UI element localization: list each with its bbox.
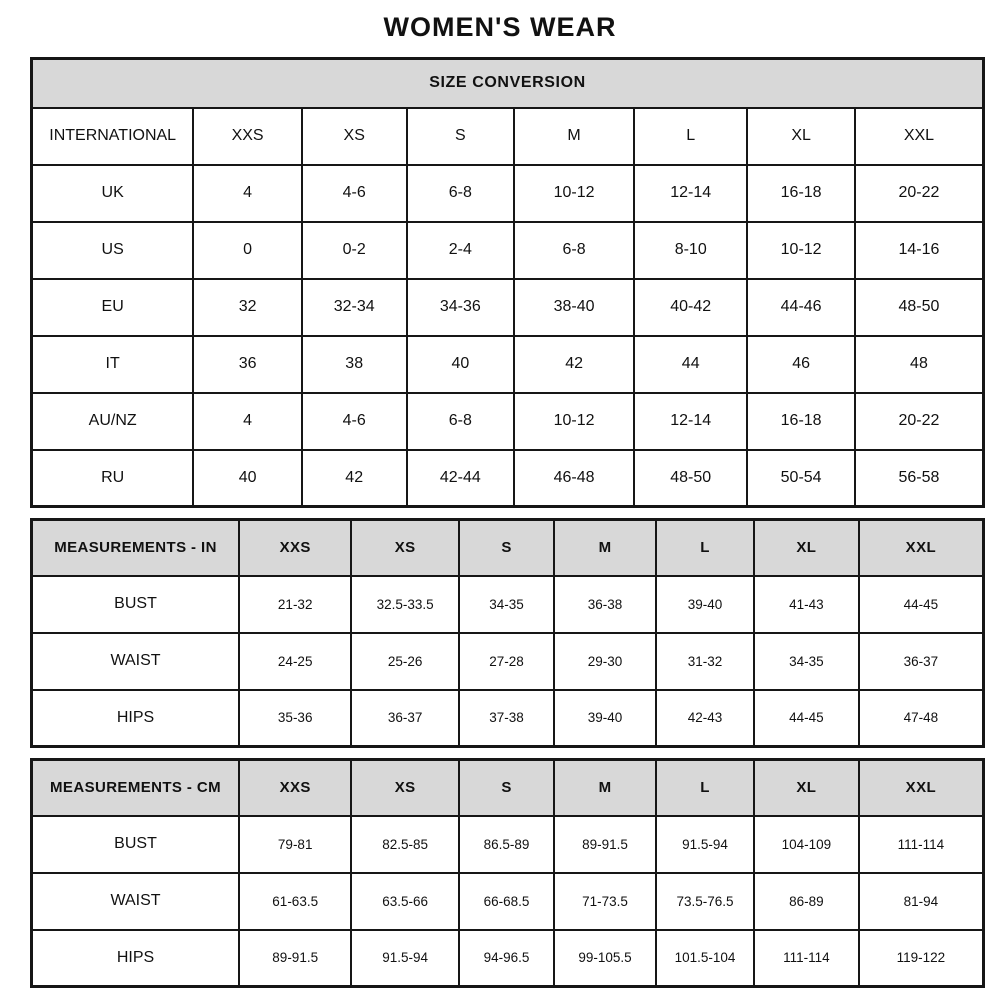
col-header-xxl: XXL bbox=[859, 520, 984, 576]
table-row bbox=[32, 59, 984, 108]
size-cell: 38 bbox=[302, 336, 407, 393]
size-cell: 10-12 bbox=[747, 222, 855, 279]
col-header-xl: XL bbox=[747, 108, 855, 165]
size-cell: 4-6 bbox=[302, 165, 407, 222]
row-label: IT bbox=[32, 336, 194, 393]
row-label: HIPS bbox=[32, 690, 240, 747]
table-row bbox=[32, 520, 984, 576]
row-label: HIPS bbox=[32, 930, 240, 987]
col-header-xs: XS bbox=[351, 760, 459, 816]
measure-cell: 73.5-76.5 bbox=[656, 873, 754, 930]
measure-cell: 91.5-94 bbox=[656, 816, 754, 873]
size-cell: 4-6 bbox=[302, 393, 407, 450]
measure-cell: 104-109 bbox=[754, 816, 859, 873]
measure-cell: 36-37 bbox=[859, 633, 984, 690]
measure-cell: 39-40 bbox=[554, 690, 656, 747]
measure-cell: 29-30 bbox=[554, 633, 656, 690]
size-cell: 6-8 bbox=[407, 393, 515, 450]
row-label: BUST bbox=[32, 576, 240, 633]
measure-cell: 27-28 bbox=[459, 633, 554, 690]
col-header-s: S bbox=[459, 760, 554, 816]
size-cell: 48-50 bbox=[855, 279, 984, 336]
page-title: WOMEN'S WEAR bbox=[383, 12, 617, 42]
table-gap bbox=[0, 508, 1000, 518]
table-row-bust-cm bbox=[32, 816, 984, 873]
measure-cell: 34-35 bbox=[754, 633, 859, 690]
measure-cell: 101.5-104 bbox=[656, 930, 754, 987]
table-row-aunz bbox=[32, 393, 984, 450]
size-cell: 4 bbox=[193, 165, 302, 222]
size-cell: 40 bbox=[193, 450, 302, 507]
col-header-m: M bbox=[554, 520, 656, 576]
size-cell: 32 bbox=[193, 279, 302, 336]
table-gap bbox=[0, 748, 1000, 758]
table-row-hips-cm bbox=[32, 930, 984, 987]
measure-cell: 42-43 bbox=[656, 690, 754, 747]
row-label: US bbox=[32, 222, 194, 279]
table-row-ru bbox=[32, 450, 984, 507]
row-label: WAIST bbox=[32, 633, 240, 690]
table-row-waist-in bbox=[32, 633, 984, 690]
measurements-cm-table bbox=[30, 758, 985, 988]
measure-cell: 44-45 bbox=[859, 576, 984, 633]
col-header-s: S bbox=[407, 108, 515, 165]
col-header-xxs: XXS bbox=[193, 108, 302, 165]
size-cell: 2-4 bbox=[407, 222, 515, 279]
col-header-xs: XS bbox=[302, 108, 407, 165]
col-header-m: M bbox=[554, 760, 656, 816]
measure-cell: 111-114 bbox=[859, 816, 984, 873]
size-cell: 44-46 bbox=[747, 279, 855, 336]
col-header-l: L bbox=[634, 108, 747, 165]
measure-cell: 71-73.5 bbox=[554, 873, 656, 930]
measurements-cm-title: MEASUREMENTS - CM bbox=[32, 760, 240, 816]
size-cell: 50-54 bbox=[747, 450, 855, 507]
size-cell: 0 bbox=[193, 222, 302, 279]
size-cell: 48 bbox=[855, 336, 984, 393]
size-cell: 10-12 bbox=[514, 393, 634, 450]
measurements-in-table bbox=[30, 518, 985, 748]
measure-cell: 63.5-66 bbox=[351, 873, 459, 930]
row-label: BUST bbox=[32, 816, 240, 873]
measure-cell: 89-91.5 bbox=[554, 816, 656, 873]
col-header-xxl: XXL bbox=[855, 108, 984, 165]
col-header-xxl: XXL bbox=[859, 760, 984, 816]
measure-cell: 82.5-85 bbox=[351, 816, 459, 873]
measure-cell: 36-38 bbox=[554, 576, 656, 633]
measure-cell: 86-89 bbox=[754, 873, 859, 930]
size-cell: 44 bbox=[634, 336, 747, 393]
table-row-waist-cm bbox=[32, 873, 984, 930]
col-header-xxs: XXS bbox=[239, 520, 351, 576]
size-cell: 42-44 bbox=[407, 450, 515, 507]
size-cell: 20-22 bbox=[855, 165, 984, 222]
table-row bbox=[32, 108, 984, 165]
col-header-xl: XL bbox=[754, 520, 859, 576]
table-row-hips-in bbox=[32, 690, 984, 747]
size-cell: 42 bbox=[514, 336, 634, 393]
size-cell: 10-12 bbox=[514, 165, 634, 222]
size-cell: 12-14 bbox=[634, 393, 747, 450]
measure-cell: 35-36 bbox=[239, 690, 351, 747]
table-row-us bbox=[32, 222, 984, 279]
size-conversion-title: SIZE CONVERSION bbox=[32, 59, 984, 108]
col-header-international: INTERNATIONAL bbox=[32, 108, 194, 165]
size-cell: 36 bbox=[193, 336, 302, 393]
row-label: AU/NZ bbox=[32, 393, 194, 450]
measure-cell: 36-37 bbox=[351, 690, 459, 747]
size-cell: 8-10 bbox=[634, 222, 747, 279]
measure-cell: 61-63.5 bbox=[239, 873, 351, 930]
measure-cell: 21-32 bbox=[239, 576, 351, 633]
measure-cell: 119-122 bbox=[859, 930, 984, 987]
col-header-xl: XL bbox=[754, 760, 859, 816]
size-cell: 6-8 bbox=[514, 222, 634, 279]
size-cell: 6-8 bbox=[407, 165, 515, 222]
col-header-l: L bbox=[656, 760, 754, 816]
size-cell: 0-2 bbox=[302, 222, 407, 279]
measure-cell: 34-35 bbox=[459, 576, 554, 633]
measure-cell: 37-38 bbox=[459, 690, 554, 747]
table-row-bust-in bbox=[32, 576, 984, 633]
size-cell: 14-16 bbox=[855, 222, 984, 279]
measure-cell: 44-45 bbox=[754, 690, 859, 747]
measurements-in-title: MEASUREMENTS - IN bbox=[32, 520, 240, 576]
measure-cell: 41-43 bbox=[754, 576, 859, 633]
col-header-xs: XS bbox=[351, 520, 459, 576]
table-row-uk bbox=[32, 165, 984, 222]
size-cell: 40 bbox=[407, 336, 515, 393]
size-cell: 42 bbox=[302, 450, 407, 507]
row-label: UK bbox=[32, 165, 194, 222]
measure-cell: 31-32 bbox=[656, 633, 754, 690]
measure-cell: 39-40 bbox=[656, 576, 754, 633]
size-conversion-table bbox=[30, 57, 985, 508]
size-cell: 34-36 bbox=[407, 279, 515, 336]
measure-cell: 79-81 bbox=[239, 816, 351, 873]
size-cell: 32-34 bbox=[302, 279, 407, 336]
row-label: RU bbox=[32, 450, 194, 507]
size-cell: 16-18 bbox=[747, 165, 855, 222]
size-cell: 16-18 bbox=[747, 393, 855, 450]
table-row bbox=[32, 760, 984, 816]
col-header-l: L bbox=[656, 520, 754, 576]
size-cell: 46-48 bbox=[514, 450, 634, 507]
measure-cell: 111-114 bbox=[754, 930, 859, 987]
size-cell: 38-40 bbox=[514, 279, 634, 336]
size-cell: 56-58 bbox=[855, 450, 984, 507]
measure-cell: 86.5-89 bbox=[459, 816, 554, 873]
table-row-it bbox=[32, 336, 984, 393]
size-cell: 48-50 bbox=[634, 450, 747, 507]
measure-cell: 89-91.5 bbox=[239, 930, 351, 987]
row-label: WAIST bbox=[32, 873, 240, 930]
size-cell: 40-42 bbox=[634, 279, 747, 336]
measure-cell: 91.5-94 bbox=[351, 930, 459, 987]
size-cell: 46 bbox=[747, 336, 855, 393]
measure-cell: 94-96.5 bbox=[459, 930, 554, 987]
measure-cell: 24-25 bbox=[239, 633, 351, 690]
col-header-s: S bbox=[459, 520, 554, 576]
measure-cell: 81-94 bbox=[859, 873, 984, 930]
measure-cell: 99-105.5 bbox=[554, 930, 656, 987]
row-label: EU bbox=[32, 279, 194, 336]
measure-cell: 25-26 bbox=[351, 633, 459, 690]
table-row-eu bbox=[32, 279, 984, 336]
size-cell: 4 bbox=[193, 393, 302, 450]
size-cell: 20-22 bbox=[855, 393, 984, 450]
col-header-m: M bbox=[514, 108, 634, 165]
measure-cell: 32.5-33.5 bbox=[351, 576, 459, 633]
col-header-xxs: XXS bbox=[239, 760, 351, 816]
measure-cell: 47-48 bbox=[859, 690, 984, 747]
measure-cell: 66-68.5 bbox=[459, 873, 554, 930]
size-cell: 12-14 bbox=[634, 165, 747, 222]
